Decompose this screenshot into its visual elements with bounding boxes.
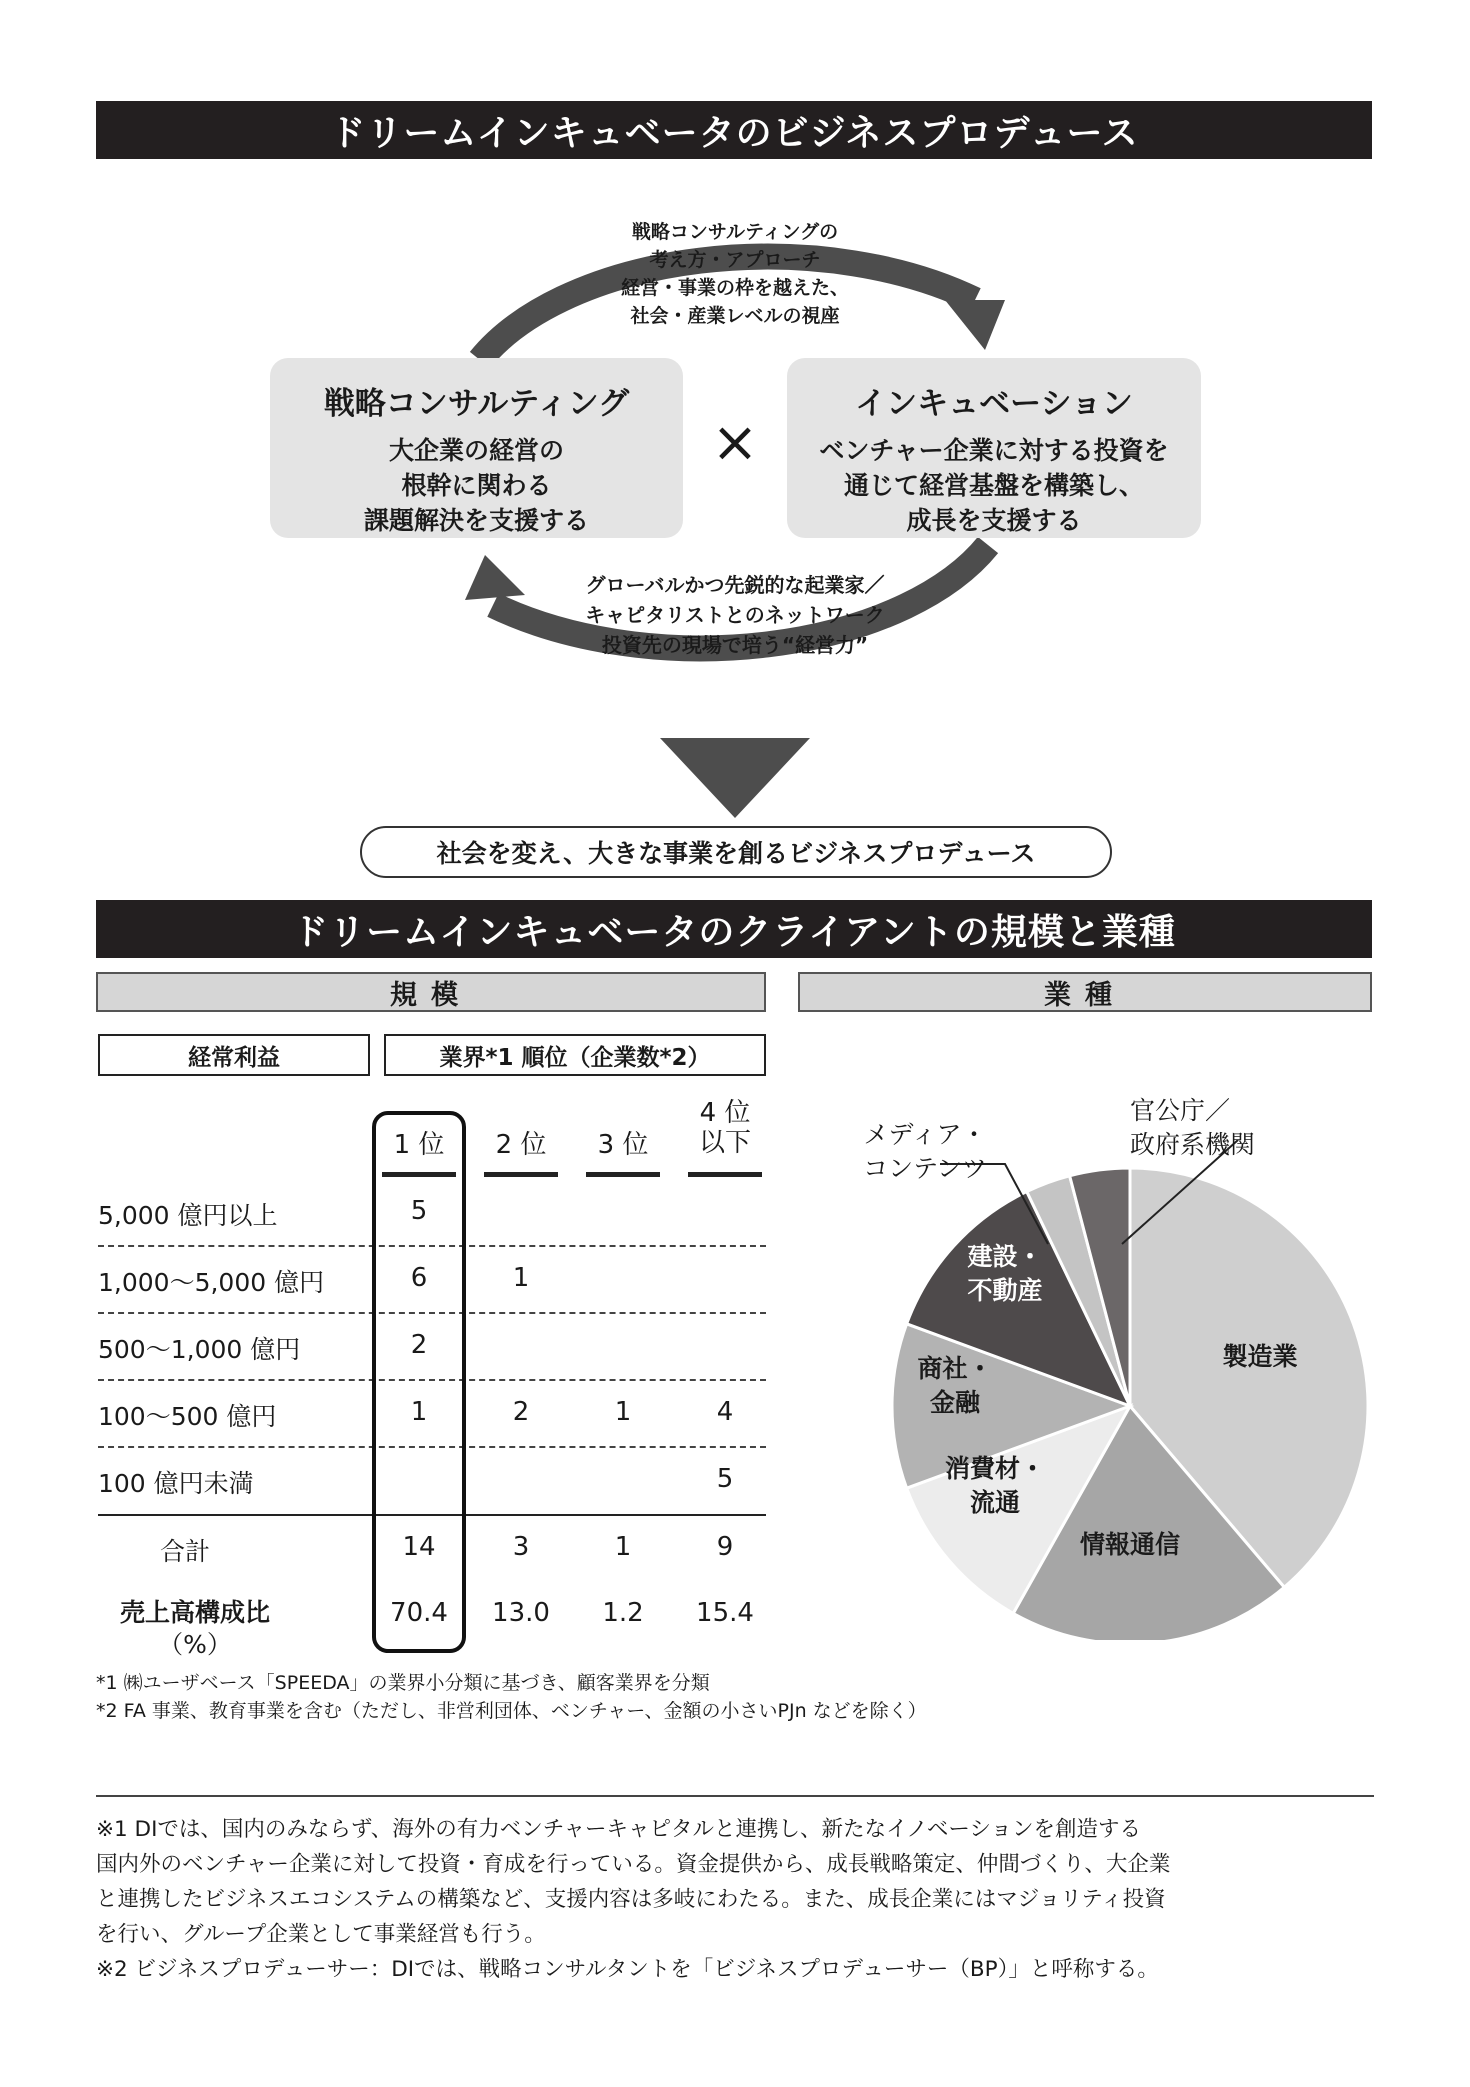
row-label: 5,000 億円以上 — [98, 1201, 278, 1230]
ordinary-profit-header: 経常利益 — [98, 1034, 370, 1076]
result-pill: 社会を変え、大きな事業を創るビジネスプロデュース — [360, 826, 1112, 878]
row-label: 1,000〜5,000 億円 — [98, 1268, 325, 1297]
ratio-cell: 15.4 — [696, 1598, 754, 1628]
col-underline — [688, 1172, 762, 1177]
pie-label-construct: 建設・ 不動産 — [967, 1242, 1043, 1305]
table-cell: 1 — [614, 1397, 632, 1427]
total-cell: 9 — [716, 1532, 734, 1562]
table-cell: 6 — [410, 1263, 428, 1293]
industry-rank-header: 業界*1 順位（企業数*2） — [384, 1034, 766, 1076]
row-label: 100〜500 億円 — [98, 1402, 277, 1431]
col-rank-1: 1 位 — [393, 1130, 445, 1160]
ratio-cell: 13.0 — [492, 1598, 550, 1628]
pie-label-gov: 官公庁／ 政府系機関 — [1130, 1096, 1256, 1159]
ratio-cell: 70.4 — [390, 1598, 448, 1628]
col-rank-2: 2 位 — [495, 1130, 547, 1160]
pie-label-it: 情報通信 — [1079, 1530, 1180, 1559]
table-cell: 1 — [512, 1263, 530, 1293]
ratio-label: 売上高構成比 （%） — [119, 1598, 270, 1659]
rank-1-highlight — [372, 1111, 466, 1653]
col-underline — [484, 1172, 558, 1177]
table-cell: 4 — [716, 1397, 734, 1427]
section-title-clients: ドリームインキュベータのクライアントの規模と業種 — [96, 900, 1372, 958]
cross-mark: × — [711, 410, 759, 475]
notes-divider — [96, 1795, 1374, 1797]
row-label: 500〜1,000 億円 — [98, 1335, 301, 1364]
down-triangle-icon — [660, 738, 810, 818]
pie-label-media: メディア・ コンテンツ — [863, 1120, 987, 1183]
scale-header: 規模 — [96, 972, 766, 1012]
footnote-1: *1 ㈱ユーザベース「SPEEDA」の業界小分類に基づき、顧客業界を分類 — [96, 1672, 710, 1694]
table-cell: 2 — [410, 1330, 428, 1360]
ratio-cell: 1.2 — [602, 1598, 644, 1628]
col-rank-4-plus: 4 位 以下 — [698, 1098, 751, 1158]
col-underline — [586, 1172, 660, 1177]
arc-top-text: 戦略コンサルティングの 考え方・アプローチ 経営・事業の枠を越えた、 社会・産業レベルの視座 — [620, 221, 849, 327]
total-cell: 3 — [512, 1532, 530, 1562]
table-cell: 2 — [512, 1397, 530, 1427]
strategy-consulting-box: 戦略コンサルティング 大企業の経営の 根幹に関わる 課題解決を支援する — [270, 358, 683, 538]
arc-bottom-text: グローバルかつ先鋭的な起業家／ キャピタリストとのネットワーク 投資先の現場で培う“経営力” — [585, 573, 885, 657]
pie-label-trade: 商社・ 金融 — [917, 1354, 993, 1417]
total-cell: 14 — [402, 1532, 436, 1562]
pie-label-consumer: 消費材・ 流通 — [944, 1454, 1045, 1517]
notes-block: ※1 DIでは、国内のみならず、海外の有力ベンチャーキャピタルと連携し、新たなイノベーションを創造する 国内外のベンチャー企業に対して投資・育成を行っている。資金提供から、成長戦略策定、仲間づくり、大企業 と連携したビジネスエコシステムの構築など、支援内容は多岐にわたる。また、成長企業にはマジョリティ投資 を行い、グループ企業として事業経営も行う。 ※2 ビジネスプロデューサー：DIでは、戦略コンサルタントを「ビジネスプロデューサー（BP）」と呼称する。 — [96, 1817, 1171, 1982]
table-cell: 5 — [410, 1196, 428, 1226]
incubation-box: インキュベーション ベンチャー企業に対する投資を 通じて経営基盤を構築し、 成長を支援する — [787, 358, 1201, 538]
row-label: 100 億円未満 — [98, 1469, 254, 1498]
pie-label-mfg: 製造業 — [1222, 1342, 1298, 1371]
table-cell: 1 — [410, 1397, 428, 1427]
arrowhead-right-icon — [945, 300, 1005, 350]
arrowhead-left-icon — [465, 555, 525, 600]
footnote-2: *2 FA 事業、教育事業を含む（ただし、非営利団体、ベンチャー、金額の小さいPJn などを除く） — [96, 1700, 927, 1722]
industry-header: 業種 — [798, 972, 1372, 1012]
section-title-business-produce: ドリームインキュベータのビジネスプロデュース — [96, 101, 1372, 159]
total-cell: 1 — [614, 1532, 632, 1562]
col-rank-3: 3 位 — [597, 1130, 649, 1160]
table-cell: 5 — [716, 1464, 734, 1494]
total-label: 合計 — [160, 1537, 211, 1566]
